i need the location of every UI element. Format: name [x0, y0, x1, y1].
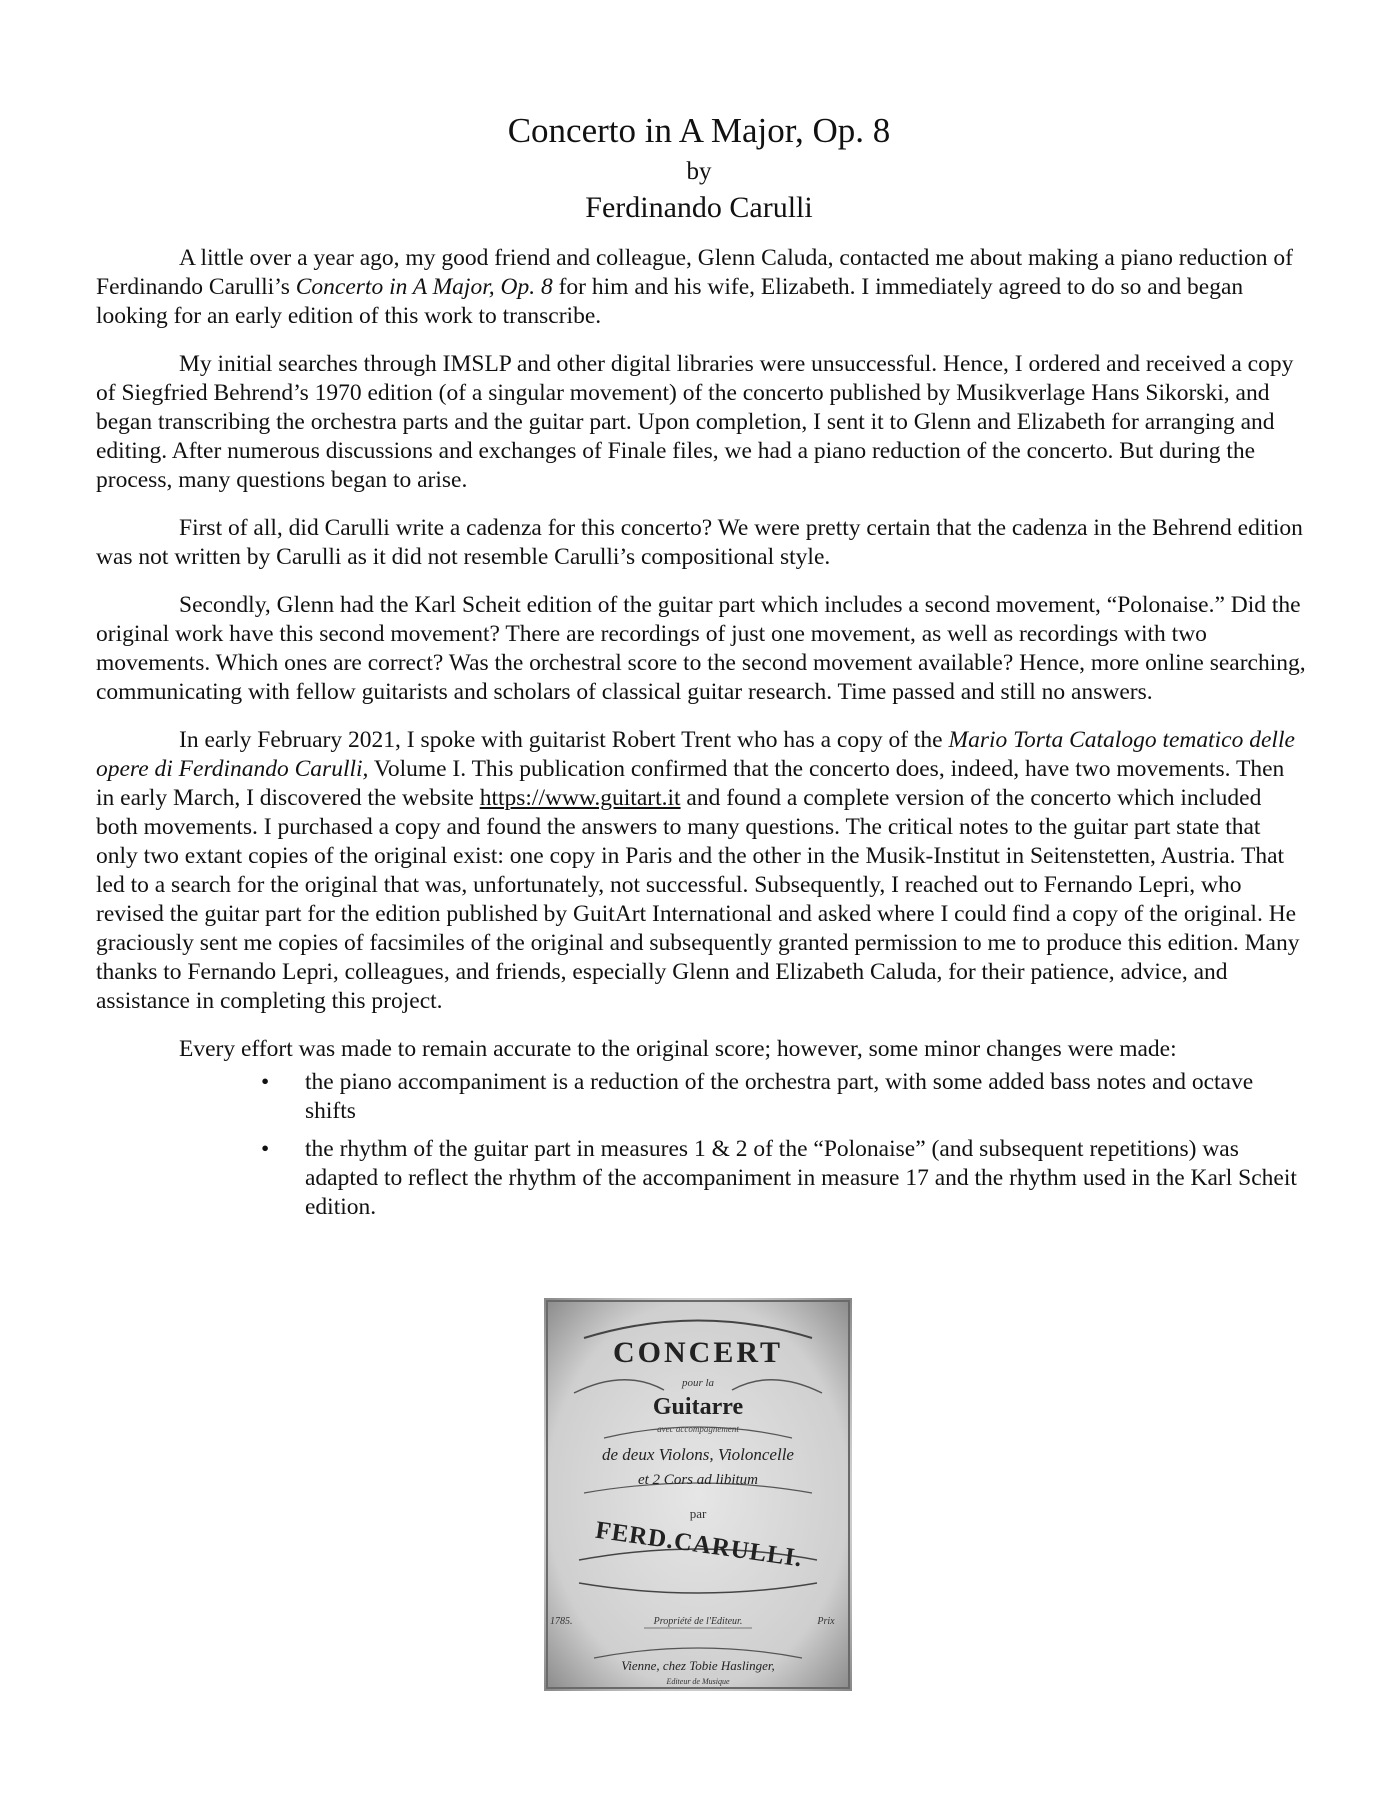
list-item	[96, 1135, 1308, 1222]
page-title: Concerto in A Major, Op. 8	[507, 111, 891, 150]
cover-composer: FERD.CARULLI.	[593, 1516, 805, 1573]
cover-price: Prix	[817, 1616, 835, 1627]
cover-line-3: avec accompagnement	[657, 1424, 739, 1434]
list-item-text: the rhythm of the guitar part in measures 1 & 2 of the “Polonaise” (and subsequent repetitions) was adapted to reflect the rhythm of the accompaniment in measure 17 and the rhythm used in the Karl Scheit edition.	[305, 1136, 1297, 1220]
body-text	[96, 244, 1308, 1231]
cover-line-1: pour la	[681, 1377, 715, 1389]
cover-engraving	[544, 1298, 852, 1691]
paragraph-2: My initial searches through IMSLP and other digital libraries were unsuccessful. Hence, I ordered and received a copy of Siegfried Behrend’s 1970 edition (of a singular movement) of the concerto published by Musikverlage Hans Sikorski, and began transcribing the orchestra parts and the guitar part. Upon completion, I sent it to Glenn and Elizabeth for arranging and editing. After numerous discussions and exchanges of Finale files, we had a piano reduction of the concerto. But during the process, many questions began to arise.	[96, 351, 1294, 493]
paragraph-1-text-end: for him and his wife, Elizabeth. I immediately agreed to do so and began looking for an early edition of this work to transcribe.	[96, 274, 1244, 329]
cover-line-2: Guitarre	[652, 1394, 744, 1420]
paragraph-4: Secondly, Glenn had the Karl Scheit edition of the guitar part which includes a second movement, “Polonaise.” Did the original work have this second movement? There are recordings of just one movement, as well as recordings with two movements. Which ones are correct? Was the orchestral score to the second movement available? Hence, more online searching, communicating with fellow guitarists and scholars of classical guitar research. Time passed and still no answers.	[96, 592, 1306, 705]
paragraph-5-text-mid: Volume I. This publication confirmed that the concerto does, indeed, have two movements. Then in early March, I discovered the website	[96, 756, 1285, 811]
cover-line-6: par	[689, 1506, 707, 1521]
paragraph-5	[96, 726, 1308, 1016]
paragraph-5-text-end: and found a complete version of the concerto which included both movements. I purchased a copy and found the answers to many questions. The critical notes to the guitar part state that only two extant copies of the original exist: one copy in Paris and the other in the Musik-Institut in Seitenstetten, Austria. That led to a search for the original that was, unfortunately, not successful. Subsequently, I reached out to Fernando Lepri, who revised the guitar part for the edition published by GuitArt International and asked where I could find a copy of the original. He graciously sent me copies of facsimiles of the original and subsequently granted permission to me to produce this edition. Many thanks to Fernando Lepri, colleagues, and friends, especially Glenn and Elizabeth Caluda, for their patience, advice, and assistance in completing this project.	[96, 785, 1300, 1014]
author-name: Ferdinando Carulli	[585, 191, 813, 224]
paragraph-3: First of all, did Carulli write a cadenza for this concerto? We were pretty certain that the cadenza in the Behrend edition was not written by Carulli as it did not resemble Carulli’s compositional style.	[96, 515, 1303, 570]
changes-list	[96, 1068, 1308, 1222]
bullet: •	[261, 1069, 270, 1095]
guitart-website-link[interactable]: https://www.guitart.it	[479, 785, 681, 811]
facsimile-cover-image	[544, 1298, 852, 1691]
cover-title: CONCERT	[613, 1336, 783, 1369]
cover-publisher: Vienne, chez Tobie Haslinger,	[621, 1658, 775, 1673]
bullet: •	[261, 1136, 270, 1162]
list-item-text: the piano accompaniment is a reduction of the orchestra part, with some added bass notes and octave shifts	[305, 1069, 1254, 1124]
list-item	[96, 1068, 1308, 1126]
cover-line-4: de deux Violons, Violoncelle	[602, 1445, 794, 1464]
paragraph-1-work-title: Concerto in A Major, Op. 8	[295, 274, 553, 300]
cover-rights: Propriété de l'Editeur.	[653, 1616, 743, 1627]
cover-line-5: et 2 Cors ad libitum	[637, 1472, 759, 1488]
paragraph-6: Every effort was made to remain accurate to the original score; however, some minor changes were made:	[179, 1036, 1177, 1062]
by-line: by	[686, 158, 712, 185]
paragraph-5-catalog-title: Mario Torta Catalogo tematico delle opere di Ferdinando Carulli,	[96, 727, 1295, 782]
paragraph-1-text: A little over a year ago, my good friend and colleague, Glenn Caluda, contacted me about making a piano reduction of Ferdinando Carulli’s	[96, 245, 1293, 300]
paragraph-1	[96, 244, 1308, 331]
cover-plate-number: 1785.	[550, 1616, 573, 1627]
paragraph-5-text: In early February 2021, I spoke with guitarist Robert Trent who has a copy of the	[179, 727, 949, 753]
cover-publisher-sub: Editeur de Musique	[666, 1677, 730, 1686]
